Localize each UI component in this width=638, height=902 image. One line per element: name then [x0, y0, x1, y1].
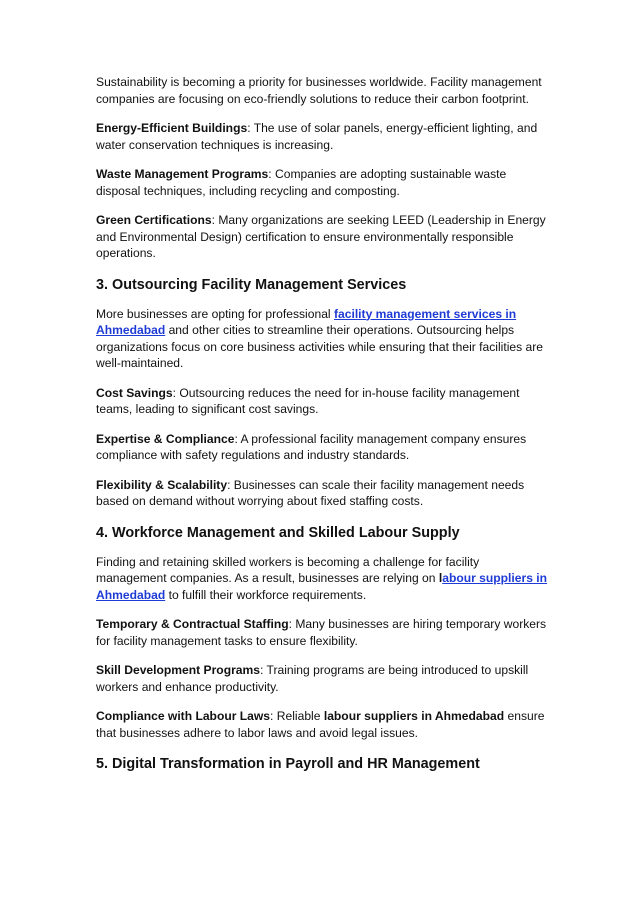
intro-text: More businesses are opting for professional — [96, 306, 334, 321]
section-heading-workforce: 4. Workforce Management and Skilled Labour Supply — [96, 524, 460, 541]
list-item-skill-development — [96, 662, 551, 695]
sustainability-intro: Sustainability is becoming a priority for businesses worldwide. Facility management companies are focusing on eco-friendly solutions to reduce their carbon footprint. — [96, 75, 542, 106]
item-term: Skill Development Programs — [96, 663, 260, 677]
list-item-energy-efficient — [96, 120, 551, 153]
item-text: : Reliable — [270, 709, 324, 723]
item-term: Temporary & Contractual Staffing — [96, 617, 289, 631]
item-text: : The use of solar panels, energy-efficient lighting, and water conservation techniques is increasing. — [96, 121, 538, 152]
item-term: Cost Savings — [96, 385, 173, 400]
section-heading-digital-transformation: 5. Digital Transformation in Payroll and HR Management — [96, 756, 480, 772]
item-text: : Training programs are being introduced to upskill workers and enhance productivity. — [96, 663, 529, 694]
list-item-labour-law-compliance — [96, 708, 551, 741]
item-term: Energy-Efficient Buildings — [96, 121, 248, 135]
intro-text: and other cities to streamline their operations. Outsourcing helps organizations focus on core business activities while ensuring that their facilities are well-maintained. — [96, 323, 544, 370]
item-text: ensure that businesses adhere to labor laws and avoid legal issues. — [96, 709, 545, 740]
document-page — [96, 74, 551, 785]
link-prefix: l — [438, 571, 443, 585]
outsourcing-intro — [96, 306, 551, 372]
list-item-expertise-compliance — [96, 431, 551, 464]
list-item-cost-savings — [96, 385, 551, 418]
intro-text: to fulfill their workforce requirements. — [165, 587, 367, 602]
workforce-intro — [96, 554, 551, 604]
item-text: : Many organizations are seeking LEED (Leadership in Energy and Environmental Design) certification to ensure environmentally responsible operations. — [96, 213, 546, 260]
item-text: : Companies are adopting sustainable waste disposal techniques, including recycling and composting. — [96, 167, 507, 198]
bold-phrase: labour suppliers in Ahmedabad — [323, 709, 505, 723]
intro-text: Finding and retaining skilled workers is becoming a challenge for facility management companies. As a result, businesses are relying on — [96, 554, 480, 585]
labour-suppliers-link[interactable]: abour suppliers in Ahmedabad — [96, 571, 548, 602]
list-item-flexibility-scalability — [96, 477, 551, 510]
list-item-temporary-staffing — [96, 616, 551, 649]
section-heading-outsourcing: 3. Outsourcing Facility Management Services — [96, 276, 407, 293]
item-text: : Businesses can scale their facility management needs based on demand without worrying about fixed staffing costs. — [96, 477, 525, 508]
item-term: Flexibility & Scalability — [96, 477, 228, 492]
item-text: : A professional facility management company ensures compliance with safety regulations and industry standards. — [96, 431, 527, 462]
item-term: Compliance with Labour Laws — [96, 709, 271, 723]
item-term: Expertise & Compliance — [96, 431, 235, 446]
facility-management-link[interactable]: facility management services in Ahmedabad — [96, 306, 517, 337]
item-text: : Outsourcing reduces the need for in-house facility management teams, leading to significant cost savings. — [96, 385, 520, 416]
item-term: Waste Management Programs — [96, 167, 269, 181]
list-item-green-certifications — [96, 212, 551, 262]
item-text: : Many businesses are hiring temporary workers for facility management tasks to ensure flexibility. — [96, 617, 547, 648]
item-term: Green Certifications — [96, 213, 212, 227]
list-item-waste-management — [96, 166, 551, 199]
